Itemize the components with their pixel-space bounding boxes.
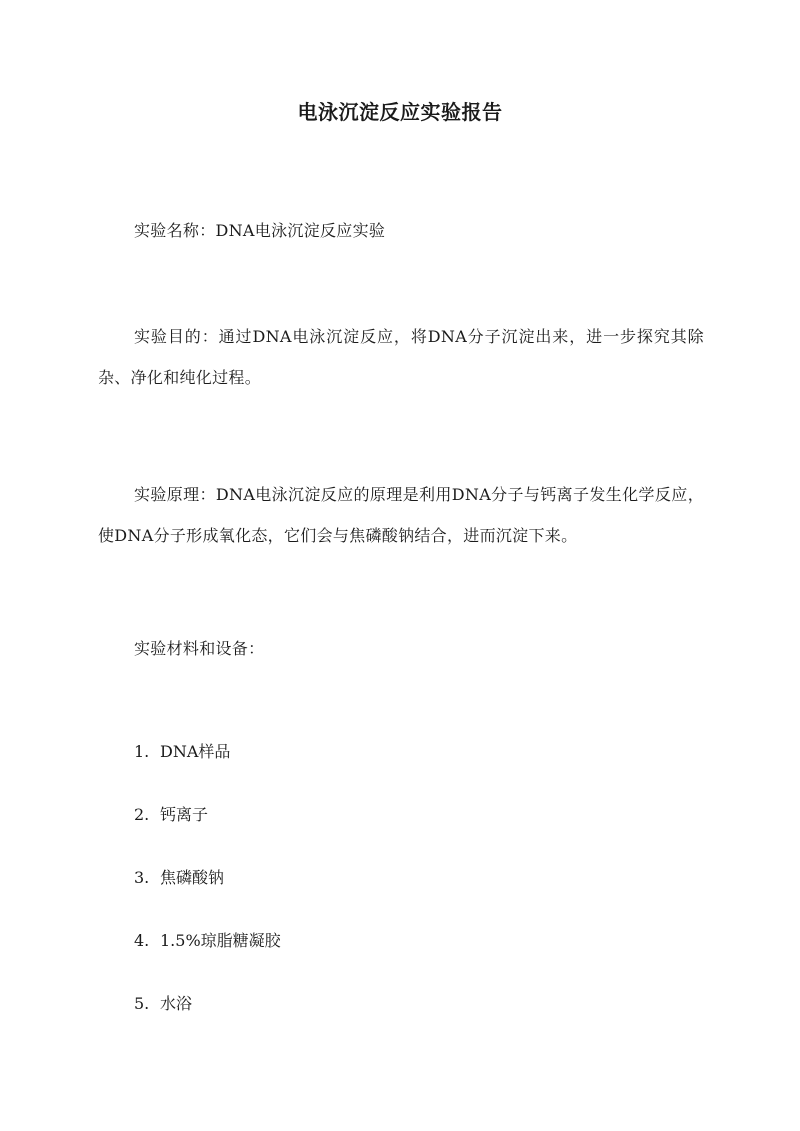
list-item [134,799,281,862]
list-item-number: 3. [134,868,150,887]
list-item-text: 焦磷酸钠 [160,868,225,887]
list-item-number: 2. [134,805,150,824]
list-item [134,925,281,988]
list-item-number: 5. [134,994,150,1013]
list-item-text: 1.5%琼脂糖凝胶 [160,931,281,950]
list-item-text: DNA样品 [160,742,231,761]
list-item-text: 水浴 [160,994,193,1013]
experiment-purpose: 实验目的：通过DNA电泳沉淀反应，将DNA分子沉淀出来，进一步探究其除杂、净化和纯化过程。 [98,327,704,387]
page-title: 电泳沉淀反应实验报告 [297,100,503,124]
list-item [134,862,281,925]
list-item-number: 4. [134,931,150,950]
experiment-name: 实验名称：DNA电泳沉淀反应实验 [134,221,386,240]
materials-list [134,736,281,1051]
experiment-principle: 实验原理：DNA电泳沉淀反应的原理是利用DNA分子与钙离子发生化学反应，使DNA分子形成氧化态，它们会与焦磷酸钠结合，进而沉淀下来。 [98,485,704,545]
list-item [134,988,281,1051]
materials-heading: 实验材料和设备： [134,639,265,658]
list-item-number: 1. [134,742,150,761]
list-item-text: 钙离子 [160,805,209,824]
list-item [134,736,281,799]
